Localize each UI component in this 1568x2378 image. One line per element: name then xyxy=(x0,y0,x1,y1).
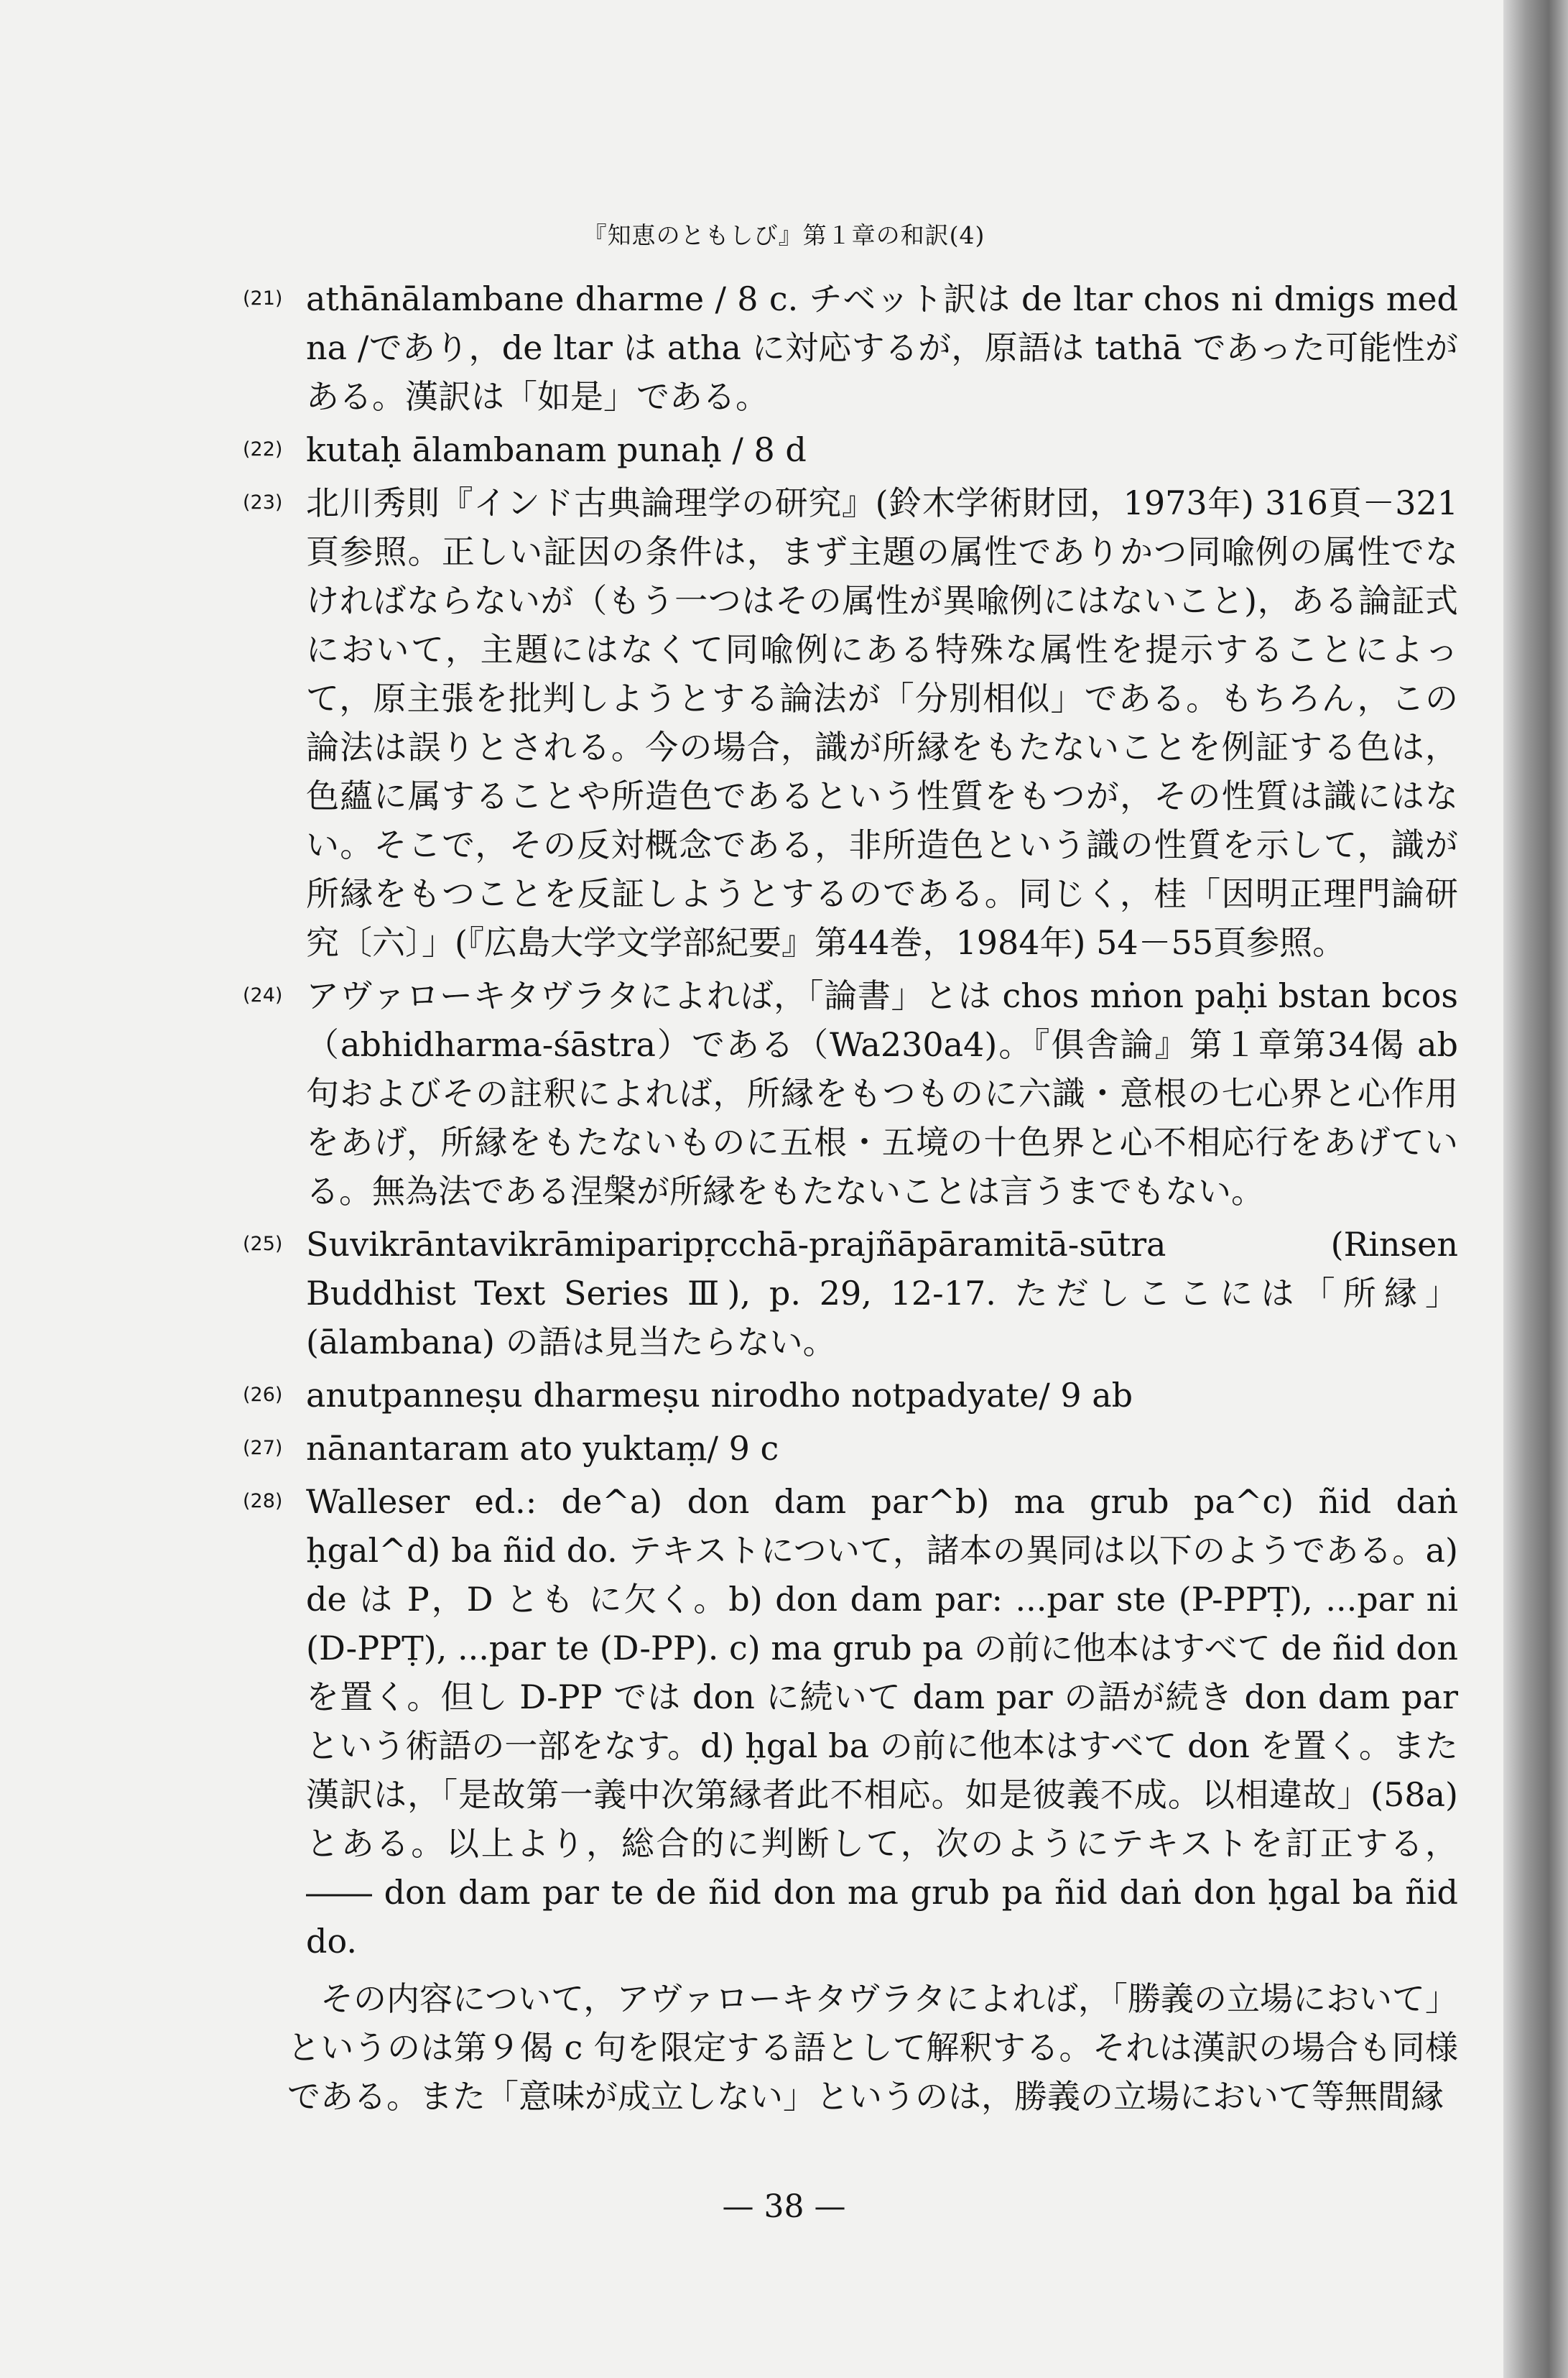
note-number: (28) xyxy=(243,1490,283,1512)
running-header: 『知恵のともしび』第１章の和訳(4) xyxy=(583,221,985,249)
note-text: Walleser ed.: de^a) don dam par^b) ma grub pa^c) ñid daṅ ḥgal^d) ba ñid do. テキストについて，諸本の異同は以下のようである。a) de は P，D とも に欠く。b) don dam par: ...par ste (P-PPṬ), ...par ni (D-PPṬ), ...par te (D-PP). c) ma grub pa の前に他本はすべて de ñid don を置く。但し D-PP では don に続いて dam par の語が続き don dam par という術語の一部をなす。d) ḥgal ba の前に他本はすべて don を置く。また漢訳は，「是故第一義中次第縁者此不相応。如是彼義不成。以相違故」(58a) とある。以上より，総合的に判断して，次のようにテキストを訂正する，―― don dam par te de ñid don ma grub pa ñid daṅ don ḥgal ba ñid do. xyxy=(306,1482,1458,1961)
note-number: (24) xyxy=(243,984,283,1007)
note-text: nānantaram ato yuktaṃ/ 9 c xyxy=(306,1429,779,1468)
note-text: anutpanneṣu dharmeṣu nirodho notpadyate/ 9 ab xyxy=(306,1376,1133,1415)
note-24 xyxy=(243,971,1459,1216)
page-number: — 38 — xyxy=(722,2188,846,2225)
note-21 xyxy=(243,274,1458,421)
notes-content xyxy=(243,274,1459,2121)
note-text: Suvikrāntavikrāmiparipṛcchā-prajñāpāramitā-sūtra (Rinsen Buddhist Text Series Ⅲ), p. 29, 12-17. ただしここには「所縁」(ālambana) の語は見当たらない。 xyxy=(306,1225,1458,1361)
note-number: (21) xyxy=(243,287,283,310)
note-number: (22) xyxy=(243,438,283,461)
note-text: athānālambane dharme / 8 c. チベット訳は de ltar chos ni dmigs med na /であり，de ltar は atha に対応するが，原語は tathā であった可能性がある。漢訳は「如是」である。 xyxy=(306,279,1458,416)
body-paragraph: その内容について，アヴァローキタヴラタによれば，「勝義の立場において」というのは第９偈 c 句を限定する語として解釈する。それは漢訳の場合も同様である。また「意味が成立しない」というのは，勝義の立場において等無間縁 xyxy=(287,1979,1458,2116)
note-text: アヴァローキタヴラタによれば，「論書」とは chos mṅon paḥi bstan bcos（abhidharma-śāstra）である（Wa230a4)。『俱舎論』第１章第34偈 ab 句およびその註釈によれば，所縁をもつものに六識・意根の七心界と心作用をあげ，所縁をもたないものに五根・五境の十色界と心不相応行をあげている。無為法である涅槃が所縁をもたないことは言うまでもない。 xyxy=(306,976,1459,1211)
note-23 xyxy=(243,478,1459,967)
note-26 xyxy=(243,1371,1458,1420)
note-number: (27) xyxy=(243,1437,283,1459)
note-number: (26) xyxy=(243,1384,283,1406)
note-22 xyxy=(243,425,1458,474)
note-27 xyxy=(243,1424,1458,1473)
note-25 xyxy=(243,1220,1458,1366)
note-28 xyxy=(243,1477,1458,1966)
note-number: (25) xyxy=(243,1233,283,1255)
note-text: kutaḥ ālambanam punaḥ / 8 d xyxy=(306,430,807,469)
note-text: 北川秀則『インド古典論理学の研究』(鈴木学術財団，1973年) 316頁－321頁参照。正しい証因の条件は，まず主題の属性でありかつ同喩例の属性でなければならないが（もう一つはその属性が異喩例にはないこと)，ある論証式において，主題にはなくて同喩例にある特殊な属性を提示することによって，原主張を批判しようとする論法が「分別相似」である。もちろん，この論法は誤りとされる。今の場合，識が所縁をもたないことを例証する色は，色蘊に属することや所造色であるという性質をもつが，その性質は識にはない。そこで，その反対概念である，非所造色という識の性質を示して，識が所縁をもつことを反証しようとするのである。同じく，桂「因明正理門論研究〔六〕」(『広島大学文学部紀要』第44巻，1984年) 54－55頁参照。 xyxy=(306,484,1459,962)
note-number: (23) xyxy=(243,491,283,514)
page-edge-shadow xyxy=(1503,0,1568,2378)
